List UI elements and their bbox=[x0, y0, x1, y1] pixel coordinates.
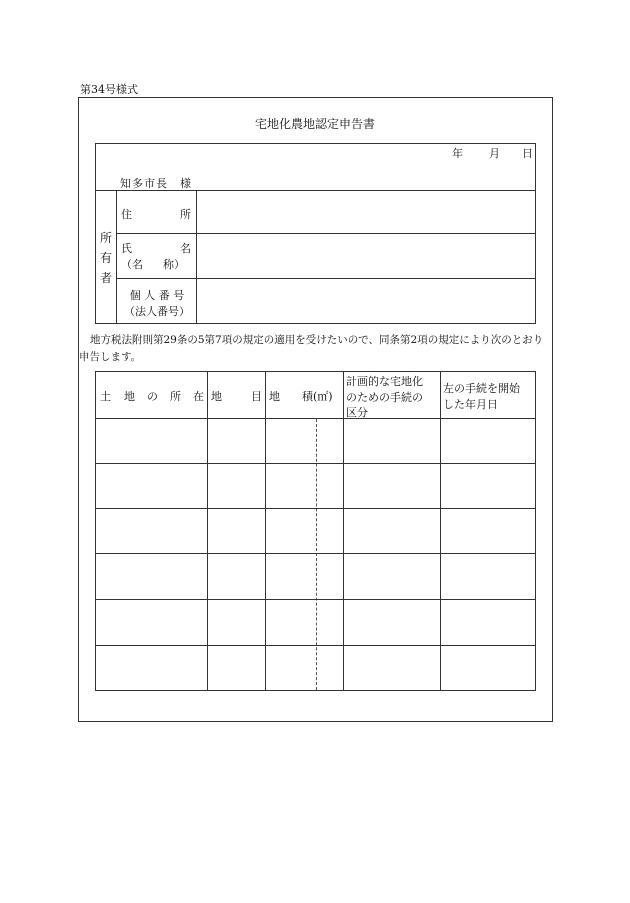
header-location-char: 地 bbox=[124, 390, 135, 403]
corporate-number-label: （法人番号） bbox=[124, 305, 190, 318]
table-row[interactable] bbox=[96, 419, 535, 463]
header-area-char: 地 bbox=[269, 390, 280, 403]
address-label-char: 住 bbox=[121, 208, 132, 221]
header-procedure-line1: 計画的な宅地化 bbox=[346, 375, 423, 388]
addressee: 知多市長 様 bbox=[120, 177, 192, 190]
owner-label bbox=[98, 228, 114, 288]
owner-label-char: 有 bbox=[99, 251, 112, 265]
individual-number-label: 個 人 番 号 bbox=[129, 289, 185, 302]
table-row[interactable] bbox=[96, 464, 535, 508]
page-title: 宅地化農地認定申告書 bbox=[254, 117, 375, 131]
declaration-text: 地方税法附則第29条の5第7項の規定の適用を受けたいので、同条第2項の規定により次のとおり申告します。 bbox=[79, 334, 544, 363]
header-location-char: 在 bbox=[193, 390, 204, 403]
date-month-label: 月 bbox=[489, 147, 500, 160]
form-number: 第34号様式 bbox=[80, 83, 138, 96]
individual-number-field[interactable] bbox=[198, 280, 534, 322]
header-area-unit: 積(㎡) bbox=[302, 390, 333, 403]
table-row[interactable] bbox=[96, 600, 535, 645]
name-label-char: 名 bbox=[180, 242, 191, 255]
date-day-label: 日 bbox=[522, 147, 533, 160]
owner-label-char: 者 bbox=[99, 271, 112, 285]
table-row[interactable] bbox=[96, 646, 535, 690]
owner-label-divider bbox=[116, 190, 117, 324]
header-location-char: の bbox=[147, 390, 158, 403]
name-sub-label-char: 称） bbox=[163, 258, 185, 271]
header-start-line2: した年月日 bbox=[443, 398, 498, 411]
header-location-char: 土 bbox=[100, 390, 111, 403]
table-row[interactable] bbox=[96, 554, 535, 599]
name-sub-label-char: （名 bbox=[121, 258, 143, 271]
name-field[interactable] bbox=[198, 235, 534, 277]
header-category-char: 目 bbox=[251, 390, 262, 403]
header-start-line1: 左の手続を開始 bbox=[443, 382, 520, 395]
address-label-char: 所 bbox=[180, 208, 191, 221]
name-label-char: 氏 bbox=[121, 242, 132, 255]
owner-label-char: 所 bbox=[99, 231, 112, 245]
owner-field-divider bbox=[196, 190, 197, 324]
header-location-char: 所 bbox=[170, 390, 181, 403]
header-procedure-line2: のための手続の bbox=[346, 391, 423, 404]
date-year-label: 年 bbox=[452, 147, 463, 160]
address-field[interactable] bbox=[198, 192, 534, 232]
header-category-char: 地 bbox=[211, 390, 222, 403]
table-row[interactable] bbox=[96, 509, 535, 553]
header-procedure-line3: 区分 bbox=[346, 406, 368, 419]
owner-row-divider-1 bbox=[116, 233, 536, 234]
owner-row-divider-2 bbox=[116, 278, 536, 279]
